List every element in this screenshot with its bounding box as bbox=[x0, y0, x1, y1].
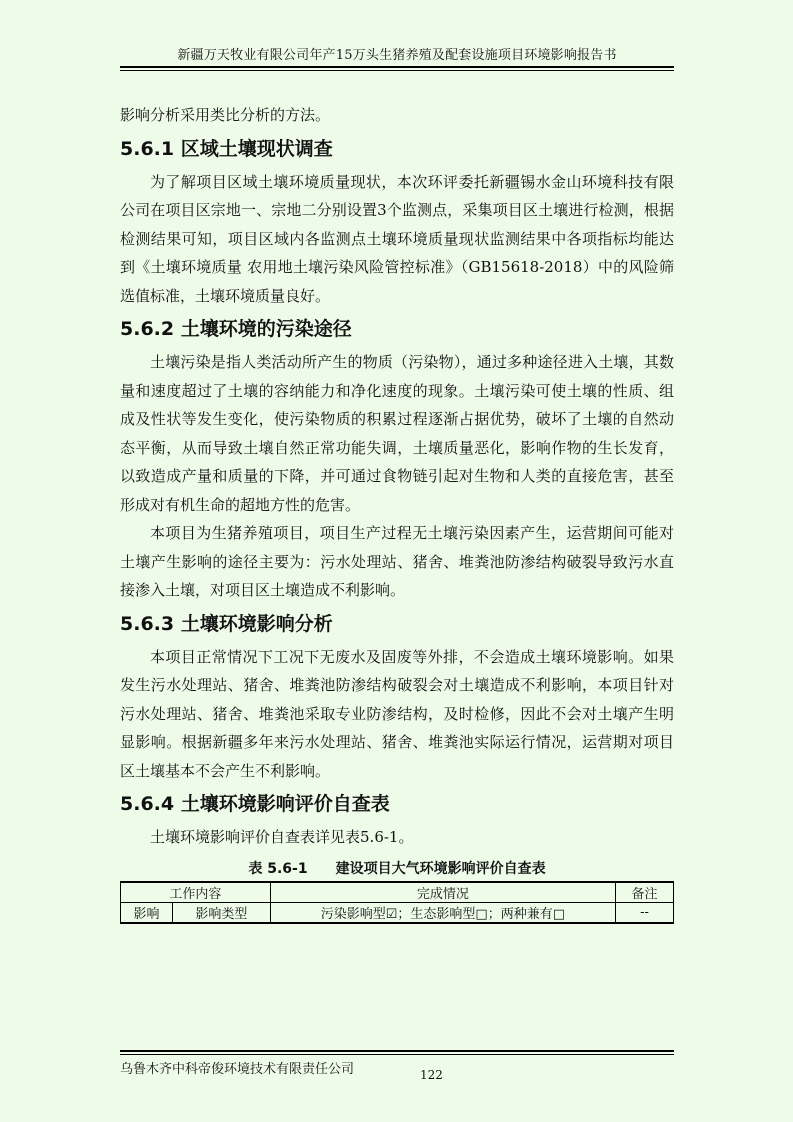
header-rule bbox=[120, 66, 674, 68]
table-caption bbox=[120, 858, 674, 880]
body-paragraph: 土壤环境影响评价自查表详见表5.6-1。 bbox=[150, 828, 414, 846]
body-paragraph: 本项目正常情况下工况下无废水及固废等外排，不会造成土壤环境影响。如果发生污水处理站、猪舍、堆粪池防渗结构破裂会对土壤造成不利影响，本项目针对污水处理站、猪舍、堆粪池采取专业防渗结构，及时检修，因此不会对土壤产生明显影响。根据新疆多年来污水处理站、猪舍、堆粪池实际运行情况，运营期对项目区土壤基本不会产生不利影响。 bbox=[120, 647, 674, 780]
body-paragraph: 本项目为生猪养殖项目，项目生产过程无土壤污染因素产生，运营期间可能对土壤产生影响的途径主要为：污水处理站、猪舍、堆粪池防渗结构破裂导致污水直接渗入土壤，对项目区土壤造成不利影响。 bbox=[120, 524, 674, 599]
table-cell: 影响 bbox=[121, 902, 173, 923]
page-number: 122 bbox=[420, 1068, 443, 1082]
section-heading: 5.6.4 土壤环境影响评价自查表 bbox=[120, 793, 390, 815]
section-heading: 5.6.1 区域土壤现状调查 bbox=[120, 137, 333, 160]
document-body bbox=[120, 101, 674, 924]
body-paragraph: 土壤污染是指人类活动所产生的物质（污染物），通过多种途径进入土壤，其数量和速度超过了土壤的容纳能力和净化速度的现象。土壤污染可使土壤的性质、组成及性状等发生变化，使污染物质的积累过程逐渐占据优势，破坏了土壤的自然动态平衡，从而导致土壤自然正常功能失调，土壤质量恶化，影响作物的生长发育，以致造成产量和质量的下降，并可通过食物链引起对生物和人类的直接危害，甚至形成对有机生命的超地方性的危害。 bbox=[120, 353, 674, 514]
footer-company: 乌鲁木齐中科帝俊环境技术有限责任公司 bbox=[120, 1062, 355, 1077]
footer-rule-thin bbox=[120, 1054, 674, 1055]
table-header-cell: 备注 bbox=[616, 882, 674, 903]
section-heading: 5.6.3 土壤环境影响分析 bbox=[120, 612, 333, 635]
table-header-cell: 完成情况 bbox=[270, 882, 615, 903]
page-header: 新疆万天牧业有限公司年产15万头生猪养殖及配套设施项目环境影响报告书 bbox=[177, 48, 617, 63]
header-rule-thin bbox=[120, 70, 674, 71]
table-row bbox=[121, 902, 674, 923]
self-check-table bbox=[120, 881, 674, 924]
table-caption-number: 表 5.6-1 bbox=[248, 860, 308, 877]
body-paragraph: 为了解项目区域土壤环境质量现状，本次环评委托新疆锡水金山环境科技有限公司在项目区宗地一、宗地二分别设置3个监测点，采集项目区土壤进行检测，根据检测结果可知，项目区域内各监测点土壤环境质量现状监测结果中各项指标均能达到《土壤环境质量 农用地土壤污染风险管控标准》（GB15618-2018）中的风险筛选值标准，土壤环境质量良好。 bbox=[120, 172, 674, 305]
table-cell: -- bbox=[616, 902, 674, 923]
footer-rule bbox=[120, 1050, 674, 1052]
table-caption-title: 建设项目大气环境影响评价自查表 bbox=[335, 860, 546, 877]
table-header-row bbox=[121, 882, 674, 903]
table-cell: 影响类型 bbox=[172, 902, 270, 923]
intro-paragraph: 影响分析采用类比分析的方法。 bbox=[120, 106, 331, 124]
section-heading: 5.6.2 土壤环境的污染途径 bbox=[120, 318, 352, 340]
table-cell: 污染影响型☑；生态影响型□；两种兼有□ bbox=[270, 902, 615, 923]
table-header-cell: 工作内容 bbox=[121, 882, 271, 903]
